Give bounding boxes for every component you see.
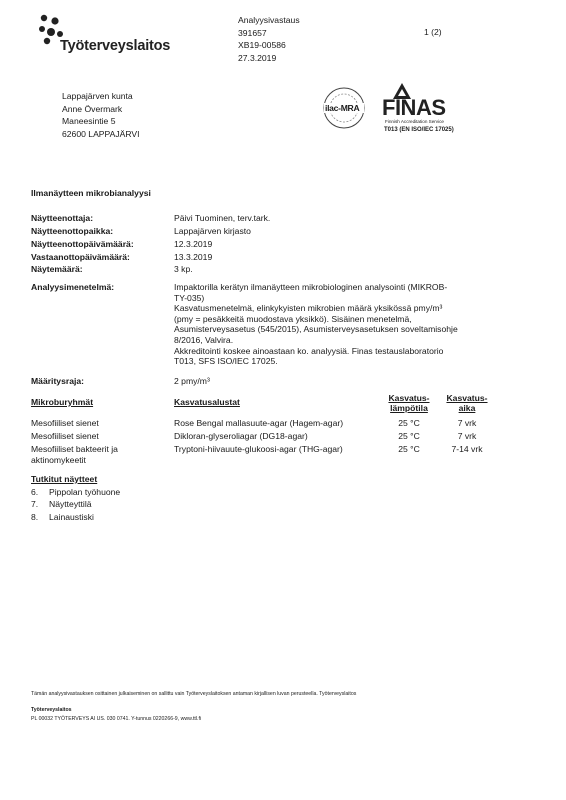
field-label: Näytemäärä: xyxy=(31,264,83,274)
sample-name: Pippolan työhuone xyxy=(49,487,121,497)
cell-group: Mesofiiliset sienet xyxy=(31,418,99,428)
table-header-temp xyxy=(386,394,432,413)
doc-type: Analyysivastaus xyxy=(238,15,300,25)
finas-logo xyxy=(380,82,480,138)
doc-number: 391657 xyxy=(238,27,267,38)
org-logo xyxy=(38,14,198,56)
table-header-time-line: Kasvatus- xyxy=(446,393,488,403)
cell-temp: 25 °C xyxy=(398,418,420,428)
field-sample-count xyxy=(31,264,541,275)
finas-code: T013 (EN ISO/IEC 17025) xyxy=(384,127,454,133)
page-title: Ilmanäytteen mikrobianalyysi xyxy=(31,188,151,198)
sample-num: 7. xyxy=(31,499,39,510)
cell-time: 7 vrk xyxy=(457,418,477,428)
samples-list xyxy=(31,486,120,523)
field-value: 13.3.2019 xyxy=(174,252,213,262)
finas-subtitle: Finnish Accreditation Service xyxy=(385,119,444,124)
cell-time: 7-14 vrk xyxy=(451,444,483,454)
method-line: (pmy = pesäkkeitä muodostava yksikkö). Sisäinen menetelmä, xyxy=(174,313,412,324)
sample-name: Näytteyttilä xyxy=(49,499,92,510)
field-label: Määritysraja: xyxy=(31,376,85,386)
field-sampler xyxy=(31,213,541,224)
field-value: 12.3.2019 xyxy=(174,239,213,249)
cell-time: 7 vrk xyxy=(457,431,477,441)
table-header-group: Mikroburyhmät xyxy=(31,397,94,407)
method-line: Akkreditointi koskee ainoastaan ko. analyysiä. Finas testauslaboratorio xyxy=(174,345,444,356)
cell-medium: Tryptoni-hiivauute-glukoosi-agar (THG-agar) xyxy=(174,444,343,454)
sample-name: Lainaustiski xyxy=(49,511,94,522)
recipient-line: Anne Övermark xyxy=(62,103,123,114)
field-value: Lappajärven kirjasto xyxy=(174,226,251,236)
method-line: 8/2016, Valvira. xyxy=(174,334,234,345)
table-row xyxy=(31,444,541,468)
footer-org: Työterveyslaitos xyxy=(31,707,72,713)
field-label: Näytteenottaja: xyxy=(31,213,94,223)
doc-date: 27.3.2019 xyxy=(238,52,277,63)
field-value: 3 kp. xyxy=(174,264,193,274)
field-limit xyxy=(31,376,541,387)
field-received-date xyxy=(31,252,541,263)
org-logo-text: Työterveyslaitos xyxy=(60,38,171,54)
method-text xyxy=(174,282,494,367)
table-row xyxy=(31,418,541,429)
samples-heading: Tutkitut näytteet xyxy=(31,474,98,484)
footer-address: PL 00032 TYÖTERVEYS AI US. 030 0741. Y-tunnus 0220266-9, www.ttl.fi xyxy=(31,716,202,722)
cell-temp: 25 °C xyxy=(398,431,420,441)
table-header-time xyxy=(444,394,490,413)
method-line: Asumisterveysasetus (545/2015), Asumisterveysasetuksen soveltamisohje xyxy=(174,324,458,335)
recipient-line: Lappajärven kunta xyxy=(62,91,133,101)
table-header-medium: Kasvatusalustat xyxy=(174,397,240,407)
cell-group-cont: aktinomykeetit xyxy=(31,455,86,465)
ref-code: XB19-00586 xyxy=(238,40,286,51)
list-item xyxy=(31,498,120,510)
cell-group: Mesofiiliset bakteerit ja xyxy=(31,444,118,454)
field-label: Näytteenottopaikka: xyxy=(31,226,114,236)
method-line: T013, SFS ISO/IEC 17025. xyxy=(174,356,278,367)
field-label: Näytteenottopäivämäärä: xyxy=(31,239,134,249)
table-header-temp-line: Kasvatus- xyxy=(388,393,430,403)
footer-notice: Tämän analyysivastauksen osittainen julkaiseminen on sallittu vain Työterveyslaitoksen antaman kirjallisen luvan perusteella. Työterveyslaitos xyxy=(31,691,357,697)
list-item xyxy=(31,511,120,523)
sample-num: 6. xyxy=(31,487,39,497)
table-row xyxy=(31,431,541,442)
cell-medium: Rose Bengal mallasuute-agar (Hagem-agar) xyxy=(174,418,344,428)
ilac-logo-text: ilac-MRA xyxy=(325,103,360,113)
field-label: Vastaanottopäivämäärä: xyxy=(31,252,130,262)
ilac-mra-logo xyxy=(318,86,370,132)
finas-logo-text: FINAS xyxy=(382,95,446,120)
method-line: Impaktorilla kerätyn ilmanäytteen mikrobiologinen analysointi (MIKROB- xyxy=(174,282,448,292)
field-sample-date xyxy=(31,239,541,250)
method-line: Kasvatusmenetelmä, elinkykyisten mikrobien määrä yksikössä pmy/m³ xyxy=(174,303,443,314)
field-place xyxy=(31,226,541,237)
cell-temp: 25 °C xyxy=(398,444,420,454)
method-line: TY-035) xyxy=(174,292,205,303)
recipient-line: 62600 LAPPAJÄRVI xyxy=(62,128,140,139)
doc-info xyxy=(238,14,300,64)
cell-group: Mesofiiliset sienet xyxy=(31,431,99,441)
cell-medium: Dikloran-glyseroliagar (DG18-agar) xyxy=(174,431,308,441)
sample-num: 8. xyxy=(31,511,39,522)
recipient-line: Maneesintie 5 xyxy=(62,116,116,127)
recipient-address xyxy=(62,90,140,140)
field-value: 2 pmy/m³ xyxy=(174,376,210,386)
field-label: Analyysimenetelmä: xyxy=(31,282,115,292)
table-header-temp-line: lämpötila xyxy=(390,402,428,413)
field-value: Päivi Tuominen, terv.tark. xyxy=(174,213,271,223)
table-header-time-line: aika xyxy=(458,402,476,413)
list-item xyxy=(31,486,120,498)
page-number: 1 (2) xyxy=(424,27,442,37)
